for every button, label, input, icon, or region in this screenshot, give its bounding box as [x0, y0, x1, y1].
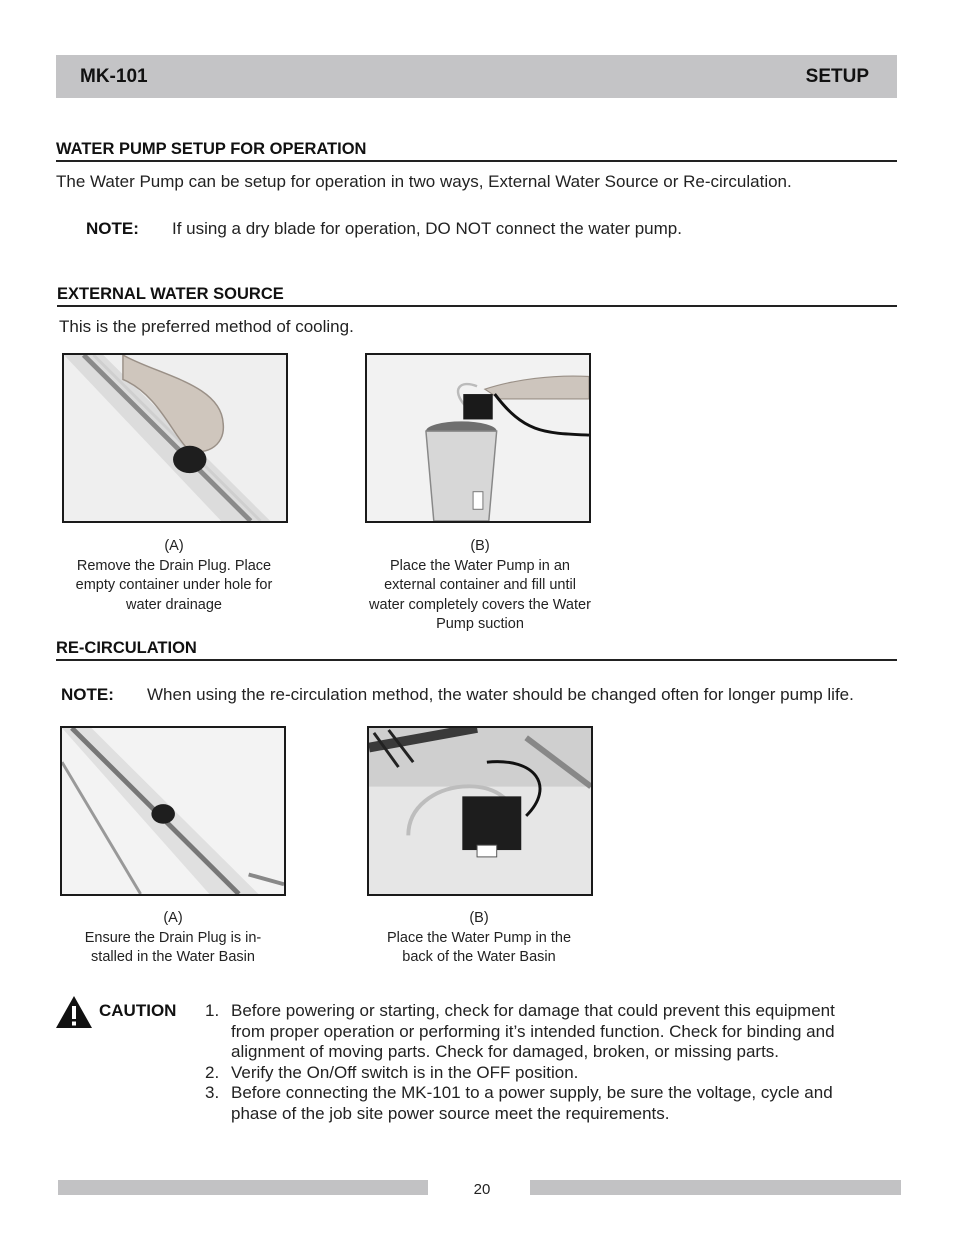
recirculation-note: When using the re-circulation method, the water should be changed often for longer pump life.: [147, 685, 854, 704]
footer-bar-right: [530, 1180, 901, 1195]
step-line: Verify the On/Off switch is in the OFF position.: [231, 1062, 579, 1082]
page-number: 20: [473, 1181, 491, 1198]
caption-line: external container and fill until: [384, 577, 576, 593]
caption-line: Ensure the Drain Plug is in-: [84, 929, 262, 946]
caption-external-b: [350, 537, 610, 635]
heading-external-water-source: EXTERNAL WATER SOURCE: [57, 285, 897, 307]
caption-line: stalled in the Water Basin: [91, 949, 255, 965]
footer-bar-left: [58, 1180, 428, 1195]
caution-step: [205, 1083, 905, 1124]
caption-line: empty container under hole for: [75, 577, 273, 593]
caption-label: (A): [164, 538, 184, 554]
caution-step: [205, 1063, 905, 1084]
caption-label: (A): [163, 910, 183, 926]
caption-label: (B): [470, 538, 490, 554]
heading-re-circulation: RE-CIRCULATION: [56, 639, 897, 661]
note-label: NOTE:: [61, 685, 114, 704]
warning-triangle-icon: [55, 995, 93, 1029]
caption-line: Place the Water Pump in the: [386, 929, 572, 946]
step-number: 2.: [205, 1062, 220, 1082]
water-pump-intro: The Water Pump can be setup for operation in two ways, External Water Source or Re-circulation.: [56, 172, 792, 191]
step-line: Before powering or starting, check for damage that could prevent this equipment: [231, 1001, 835, 1020]
caution-label: CAUTION: [99, 1001, 177, 1020]
caution-steps: [205, 1001, 905, 1124]
caption-line: back of the Water Basin: [402, 949, 556, 965]
model-name: MK-101: [80, 66, 148, 87]
step-line: Before connecting the MK-101 to a power supply, be sure the voltage, cycle and: [231, 1083, 833, 1102]
section-title: SETUP: [805, 66, 869, 87]
caption-recirc-a: [58, 909, 288, 968]
caption-line: water completely covers the Water: [369, 596, 591, 613]
step-line: phase of the job site power source meet the requirements.: [231, 1103, 670, 1123]
caption-line: Pump suction: [436, 616, 524, 632]
caption-line: Place the Water Pump in an: [390, 557, 570, 574]
note-label: NOTE:: [86, 219, 139, 238]
caption-line: water drainage: [126, 596, 222, 613]
photo-pump-in-bucket: [365, 353, 591, 523]
photo-drain-plug-installed: [60, 726, 286, 896]
caution-step: [205, 1001, 905, 1063]
external-intro: This is the preferred method of cooling.: [59, 317, 354, 336]
caption-external-a: [58, 537, 290, 615]
step-line: alignment of moving parts. Check for damaged, broken, or missing parts.: [231, 1042, 780, 1061]
heading-water-pump-setup: WATER PUMP SETUP FOR OPERATION: [56, 140, 897, 162]
dry-blade-note: If using a dry blade for operation, DO NOT connect the water pump.: [172, 219, 682, 238]
caption-recirc-b: [359, 909, 599, 968]
caption-line: Remove the Drain Plug. Place: [76, 557, 272, 574]
header-bar: [56, 55, 897, 98]
photo-pump-in-basin: [367, 726, 593, 896]
step-line: from proper operation or performing it’s intended function. Check for binding and: [231, 1021, 835, 1041]
photo-remove-drain-plug: [62, 353, 288, 523]
step-number: 1.: [205, 1001, 220, 1020]
step-number: 3.: [205, 1083, 220, 1102]
caption-label: (B): [469, 910, 489, 926]
